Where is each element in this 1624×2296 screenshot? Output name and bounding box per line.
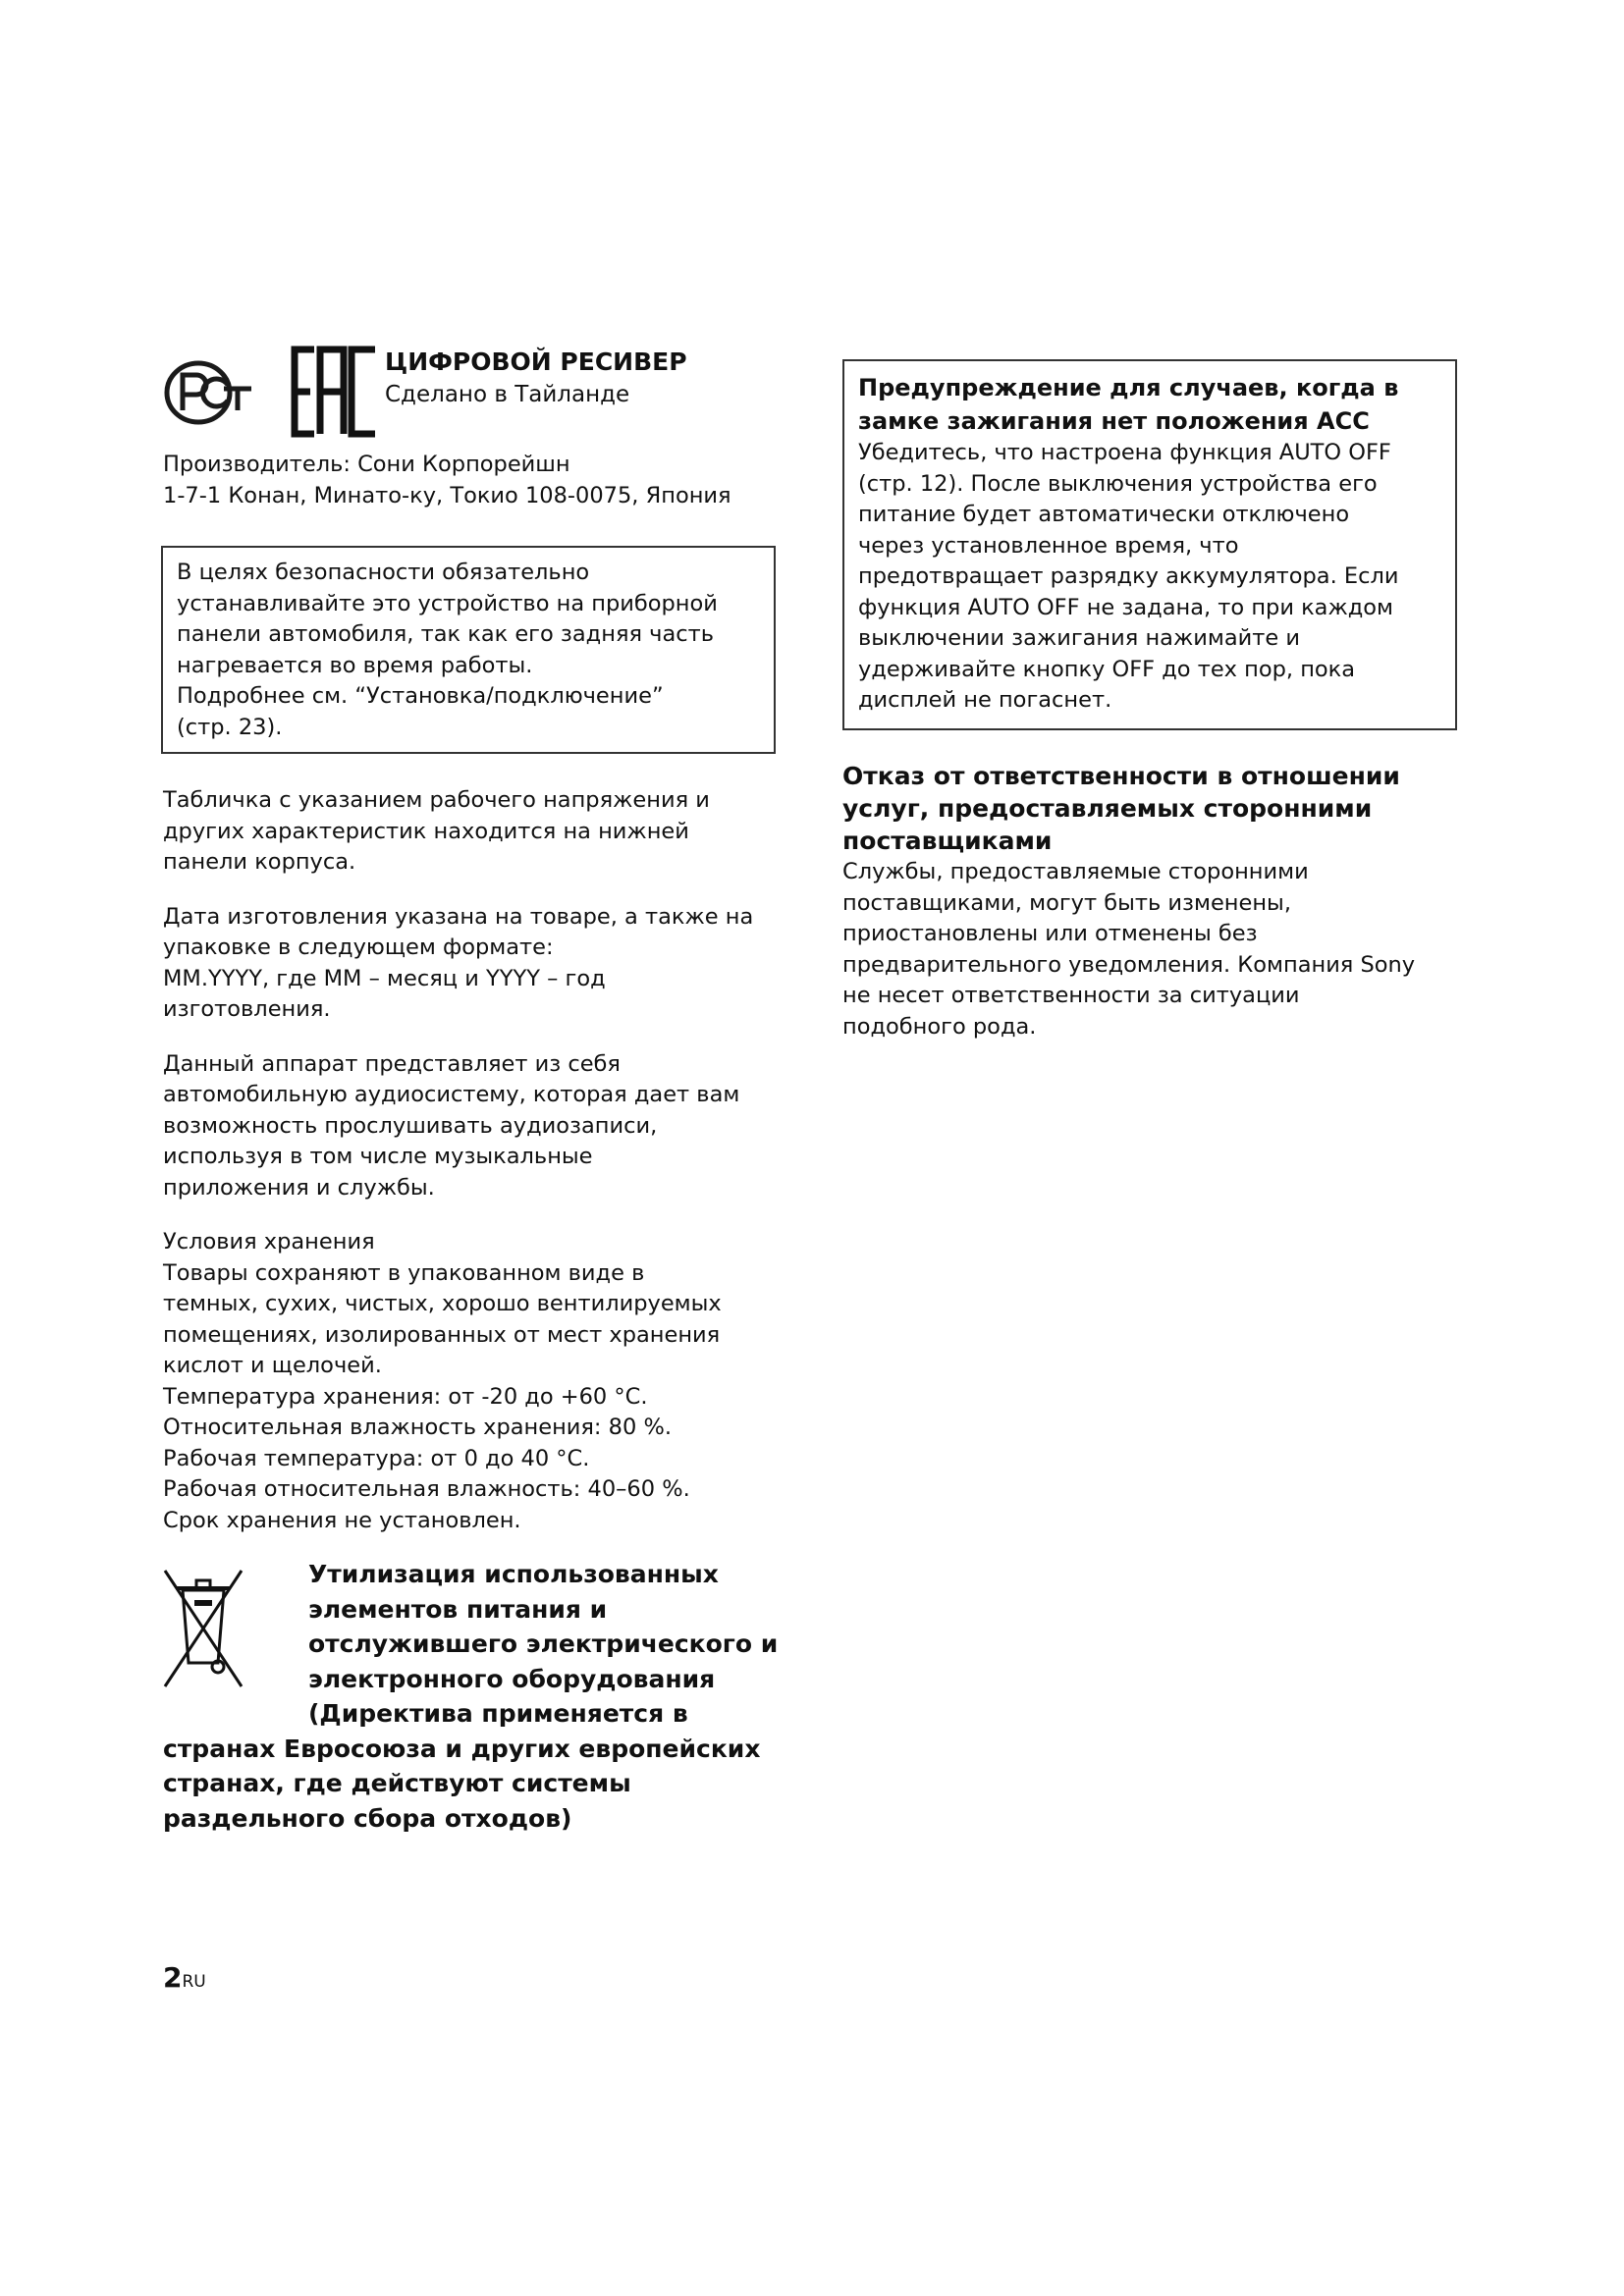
product-title-block: [385, 346, 687, 410]
manufacturer-address: 1-7-1 Конан, Минато-ку, Токио 108-0075, Япония: [163, 482, 731, 508]
manufacturer-line: Производитель: Сони Корпорейшн: [163, 452, 570, 477]
text-line: автомобильную аудиосистему, которая дает вам: [163, 1082, 740, 1107]
text-line: Рабочая относительная влажность: 40–60 %.: [163, 1476, 690, 1502]
heading-line: элементов питания и: [308, 1594, 608, 1624]
disposal-heading: [163, 1557, 791, 1836]
text-line: Срок хранения не установлен.: [163, 1507, 521, 1533]
text-line: не несет ответственности за ситуации: [842, 983, 1300, 1008]
product-title: ЦИФРОВОЙ РЕСИВЕР: [385, 347, 687, 376]
text-line: (стр. 23).: [177, 714, 283, 740]
disclaimer-section: [842, 760, 1455, 1042]
page-number-value: 2: [163, 1961, 183, 1994]
text-line: Температура хранения: от -20 до +60 °C.: [163, 1383, 648, 1410]
text-line: питание будет автоматически отключено: [858, 502, 1350, 527]
description-paragraph: [163, 1049, 780, 1204]
heading-line: Предупреждение для случаев, когда в: [858, 374, 1399, 401]
heading-line: электронного оборудования: [308, 1664, 716, 1693]
heading-line: Утилизация использованных: [308, 1560, 719, 1588]
text-line: Табличка с указанием рабочего напряжения и: [163, 787, 710, 813]
text-line: MM.YYYY, где MM – месяц и YYYY – год: [163, 965, 606, 991]
heading-line: замке зажигания нет положения ACC: [858, 407, 1370, 435]
pct-certification-logo: [163, 355, 253, 430]
heading-line: поставщиками: [842, 827, 1053, 855]
text-line: предварительного уведомления. Компания Sony: [842, 951, 1416, 978]
heading-line: (Директива применяется в: [308, 1699, 688, 1728]
heading-line: услуг, предоставляемых сторонними: [842, 794, 1373, 823]
storage-paragraph: [163, 1227, 780, 1536]
text-line: возможность прослушивать аудиозаписи,: [163, 1112, 658, 1139]
text-line: Рабочая температура: от 0 до 40 °C.: [163, 1445, 590, 1471]
header-logos: [163, 346, 713, 444]
text-line: панели корпуса.: [163, 849, 356, 875]
acc-warning-box: [842, 359, 1457, 730]
made-in-text: Сделано в Тайланде: [385, 382, 630, 407]
text-line: через установленное время, что: [858, 532, 1239, 559]
text-line: помещениях, изолированных от мест хранения: [163, 1321, 721, 1348]
disclaimer-body: [842, 857, 1455, 1042]
heading-line: раздельного сбора отходов): [163, 1803, 572, 1833]
text-line: Товары сохраняют в упакованном виде в: [163, 1259, 645, 1286]
manufacturer-block: [163, 450, 780, 511]
text-line: Относительная влажность хранения: 80 %.: [163, 1415, 672, 1440]
text-line: панели автомобиля, так как его задняя часть: [177, 621, 714, 647]
text-line: Условия хранения: [163, 1229, 375, 1255]
heading-line: странах Евросоюза и других европейских: [163, 1734, 761, 1763]
text-line: удерживайте кнопку OFF до тех пор, пока: [858, 656, 1356, 682]
text-line: темных, сухих, чистых, хорошо вентилируемых: [163, 1291, 722, 1316]
heading-line: отслужившего электрического и: [308, 1629, 779, 1658]
text-line: Службы, предоставляемые сторонними: [842, 859, 1309, 884]
text-line: кислот и щелочей.: [163, 1353, 382, 1378]
disclaimer-heading: [842, 760, 1455, 857]
text-line: подобного рода.: [842, 1013, 1037, 1040]
heading-line: Отказ от ответственности в отношении: [842, 762, 1400, 790]
text-line: изготовления.: [163, 996, 331, 1022]
text-line: приостановлены или отменены без: [842, 921, 1258, 946]
text-line: поставщиками, могут быть изменены,: [842, 889, 1291, 916]
manufacture-date-paragraph: [163, 902, 780, 1026]
acc-warning-body: [858, 438, 1443, 717]
text-line: приложения и службы.: [163, 1174, 435, 1201]
rating-plate-paragraph: [163, 785, 780, 879]
text-line: В целях безопасности обязательно: [177, 560, 590, 585]
page-language-code: RU: [182, 1972, 206, 1992]
page-number: [163, 1961, 206, 1994]
text-line: других характеристик находится на нижней: [163, 818, 689, 844]
acc-warning-heading: [858, 371, 1443, 438]
text-line: Дата изготовления указана на товаре, а также на: [163, 903, 754, 930]
text-line: Подробнее см. “Установка/подключение”: [177, 683, 664, 709]
text-line: функция AUTO OFF не задана, то при каждом: [858, 594, 1394, 620]
text-line: Данный аппарат представляет из себя: [163, 1050, 621, 1077]
text-line: нагревается во время работы.: [177, 652, 533, 678]
text-line: выключении зажигания нажимайте и: [858, 625, 1300, 651]
safety-notice-box: [161, 546, 776, 754]
text-line: используя в том числе музыкальные: [163, 1144, 593, 1169]
left-column-body: [163, 785, 780, 1536]
heading-line: странах, где действуют системы: [163, 1769, 631, 1797]
text-line: упаковке в следующем формате:: [163, 934, 554, 960]
eac-certification-logo: [289, 346, 379, 438]
text-line: устанавливайте это устройство на приборной: [177, 590, 718, 616]
text-line: Убедитесь, что настроена функция AUTO OFF: [858, 440, 1391, 465]
text-line: (стр. 12). После выключения устройства его: [858, 470, 1378, 497]
text-line: предотвращает разрядку аккумулятора. Если: [858, 563, 1399, 589]
text-line: дисплей не погаснет.: [858, 687, 1112, 713]
